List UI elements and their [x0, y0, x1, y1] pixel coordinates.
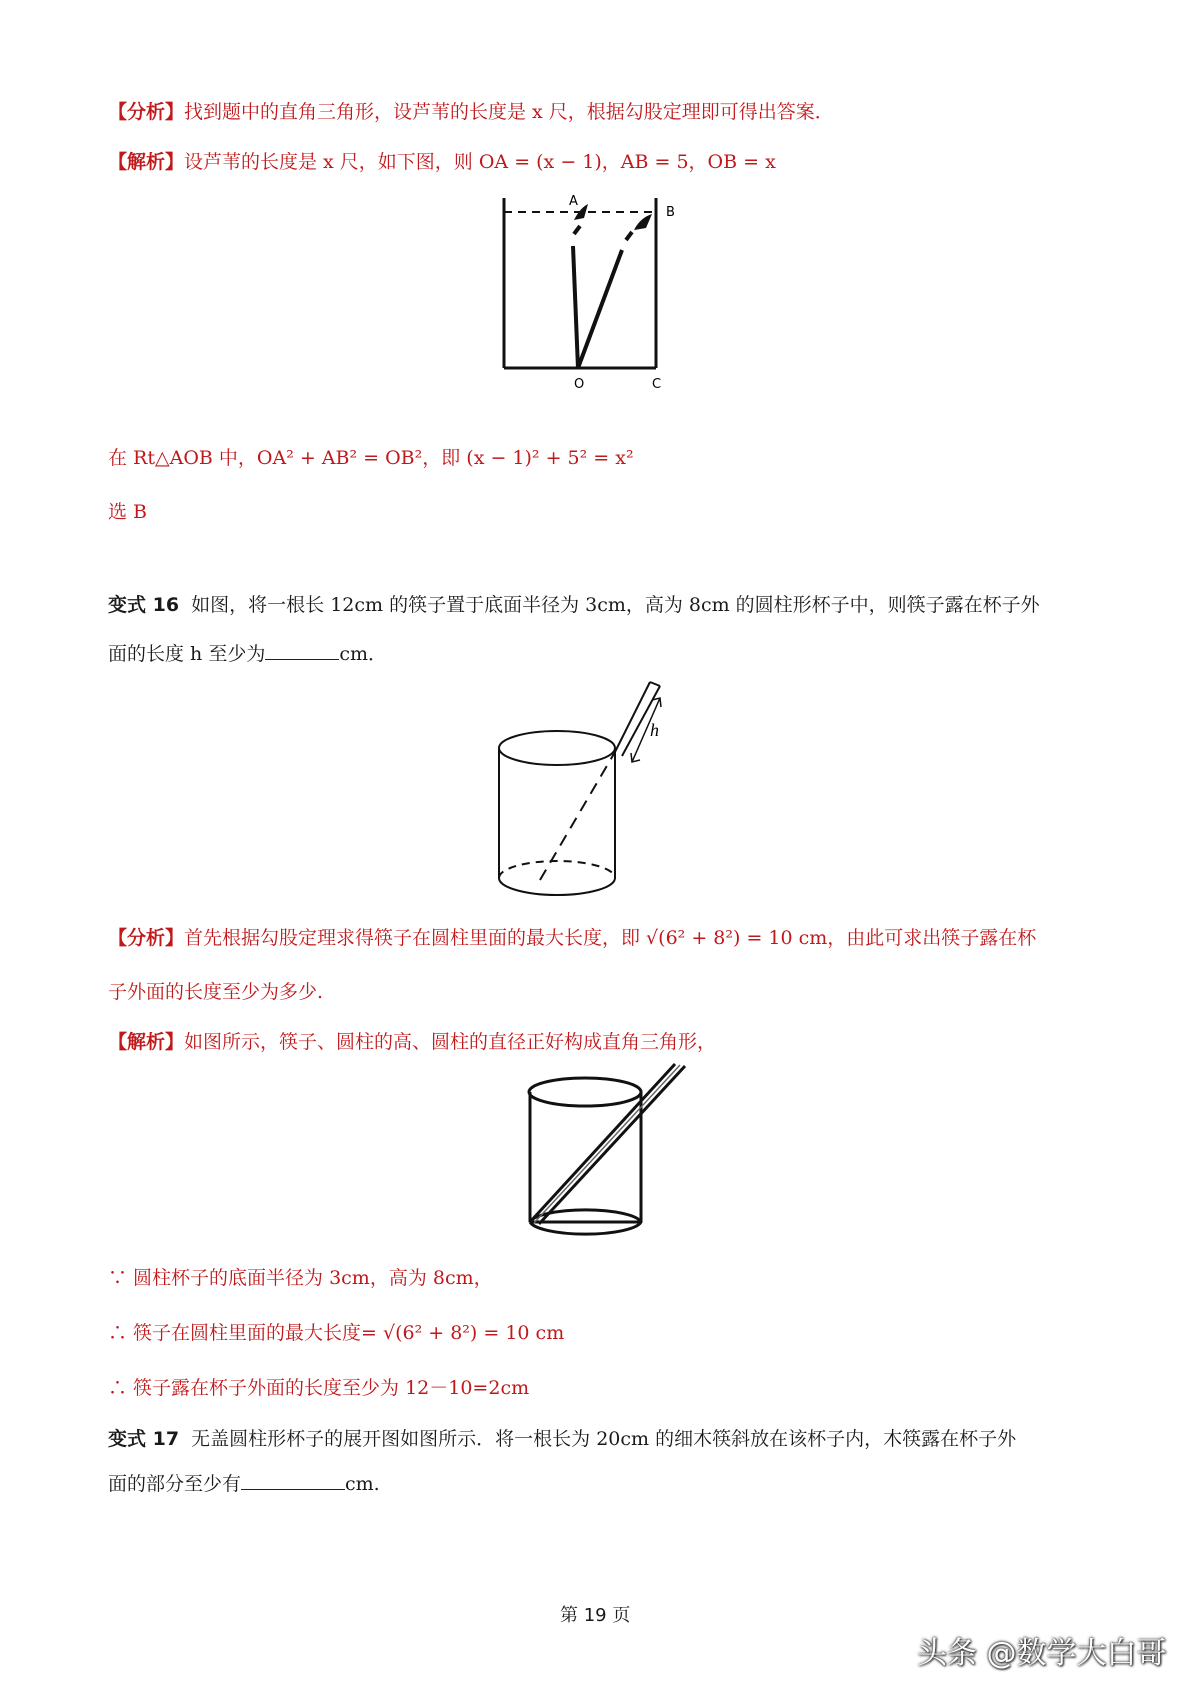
analysis-tag: 【分析】	[108, 101, 185, 123]
cylinder-figure	[490, 680, 710, 900]
v16-solution	[108, 1028, 716, 1056]
v16-text2-post: cm．	[339, 643, 387, 665]
reed-figure	[470, 190, 690, 420]
v17-text2-pre: 面的部分至少有	[108, 1473, 242, 1495]
v16-step2: ∴ 筷子在圆柱里面的最大长度= √(6² + 8²) = 10 cm	[108, 1322, 565, 1344]
v17-answer-blank	[241, 1471, 345, 1490]
v16-question-line2	[108, 640, 387, 668]
reed-vertical	[573, 246, 578, 368]
v16-solution-text: 如图所示，筷子、圆柱的高、圆柱的直径正好构成直角三角形，	[184, 1031, 717, 1053]
q15-choice: 选 B	[108, 501, 148, 523]
v16-answer-blank	[265, 641, 339, 660]
cyl2-top	[529, 1078, 641, 1106]
analysis-text: 找到题中的直角三角形，设芦苇的长度是 x 尺，根据勾股定理即可得出答案．	[184, 101, 834, 123]
chopstick2-b	[539, 1066, 685, 1224]
v16-label: 变式 16	[108, 594, 180, 616]
q15-rt-equation: 在 Rt△AOB 中，OA² + AB² = OB²，即 (x − 1)² + 5² = x²	[108, 447, 634, 469]
solution-tag: 【解析】	[108, 151, 185, 173]
label-c: C	[652, 377, 662, 392]
solution-text: 设芦苇的长度是 x 尺，如下图，则 OA = (x − 1)，AB = 5，OB = x	[184, 151, 776, 173]
h-label: h	[650, 720, 659, 740]
watermark: 头条 @数学大白哥	[917, 1636, 1167, 1671]
reed-slanted	[578, 250, 622, 368]
chopstick-end	[650, 682, 660, 686]
chopstick-inside	[540, 752, 615, 880]
v16-analysis-tag: 【分析】	[108, 927, 185, 949]
label-b: B	[666, 205, 675, 220]
cylinder-bottom-front	[499, 878, 615, 895]
v16-text2-pre: 面的长度 h 至少为	[108, 643, 266, 665]
v17-question-line1	[108, 1425, 1016, 1453]
v16-analysis-line2: 子外面的长度至少为多少.	[108, 981, 324, 1003]
label-o: O	[574, 377, 585, 392]
page-number: 第 19 页	[560, 1605, 631, 1626]
v16-solution-tag: 【解析】	[108, 1031, 185, 1053]
v16-step3: ∴ 筷子露在杯子外面的长度至少为 12－10=2cm	[108, 1377, 530, 1399]
label-a: A	[569, 194, 578, 209]
v16-question-line1	[108, 591, 1040, 619]
v17-label: 变式 17	[108, 1428, 180, 1450]
reed-slanted-dash	[626, 232, 632, 240]
cylinder-top	[499, 731, 615, 765]
chopstick2-a	[530, 1064, 675, 1222]
v17-text1: 无盖圆柱形杯子的展开图如图所示．将一根长为 20cm 的细木筷斜放在该杯子内，木筷露在杯子外	[191, 1428, 1017, 1450]
cylinder-bottom-back	[499, 861, 615, 878]
chopstick2-c	[534, 1065, 680, 1223]
v16-step1: ∵ 圆柱杯子的底面半径为 3cm，高为 8cm，	[108, 1267, 493, 1289]
cylinder-diagonal-figure	[525, 1062, 695, 1242]
q15-analysis	[108, 98, 834, 126]
v16-analysis-line1	[108, 924, 1036, 952]
reed-tip-b	[634, 214, 652, 230]
reed-upper-dash	[574, 226, 580, 234]
q15-solution	[108, 148, 776, 176]
v17-text2-post: cm.	[345, 1473, 380, 1495]
v17-question-line2	[108, 1470, 380, 1498]
v16-text1: 如图，将一根长 12cm 的筷子置于底面半径为 3cm，高为 8cm 的圆柱形杯子中，则筷子露在杯子外	[191, 594, 1040, 616]
v16-analysis-text1: 首先根据勾股定理求得筷子在圆柱里面的最大长度，即 √(6² + 8²) = 10 cm，由此可求出筷子露在杯	[184, 927, 1037, 949]
chopstick-outside-a	[615, 682, 650, 752]
